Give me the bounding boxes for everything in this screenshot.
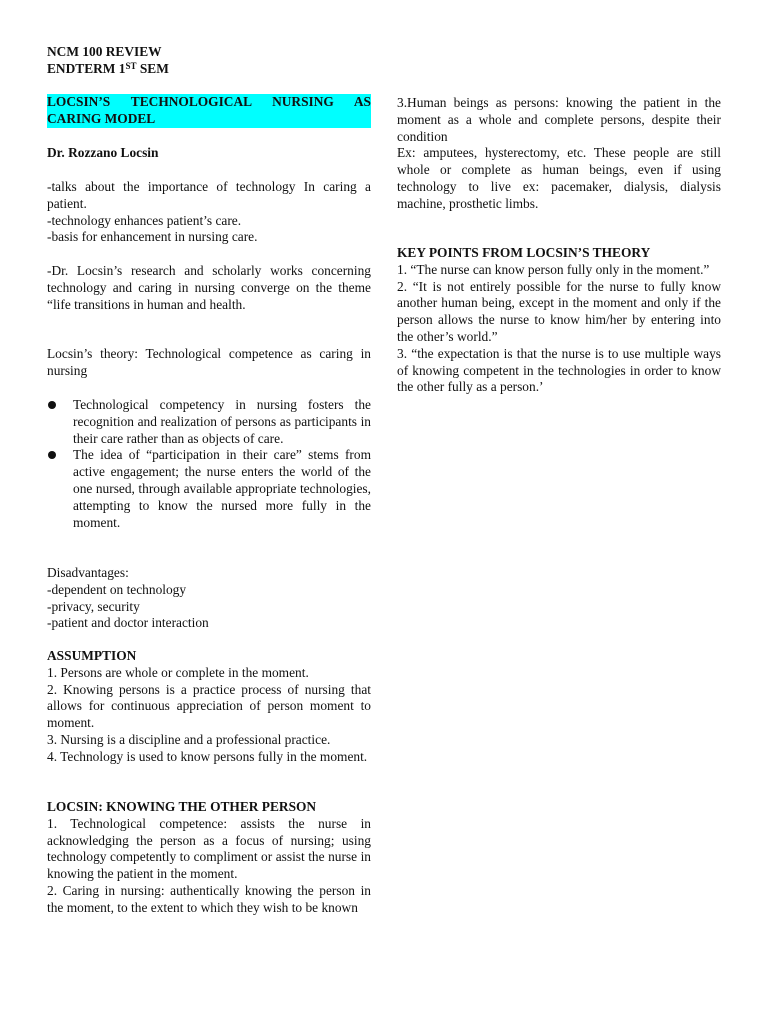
- disadvantages-heading: Disadvantages:: [47, 565, 129, 580]
- example-paragraph: Ex: amputees, hysterectomy, etc. These people are still whole or complete as human beings, even if using technology to live ex: pacemaker, dialysis, dialysis machine, prosthetic limbs.: [397, 145, 721, 211]
- title-block: [47, 94, 371, 128]
- list-item: Technological competency in nursing fosters the recognition and realization of persons as participants in their care rather than as objects of care.: [47, 397, 371, 447]
- document-header: [47, 44, 371, 78]
- section-heading-assumption: ASSUMPTION: [47, 648, 137, 663]
- intro-block: [47, 179, 371, 246]
- intro-line: -technology enhances patient’s care.: [47, 212, 242, 228]
- section-heading-key-points: KEY POINTS FROM LOCSIN’S THEORY: [397, 245, 651, 260]
- bullet-dot-icon: [48, 401, 56, 409]
- list-item: 1. “The nurse can know person fully only in the moment.”: [397, 261, 710, 277]
- intro-line: -basis for enhancement in nursing care.: [47, 229, 258, 245]
- bullet-dot-icon: [48, 451, 56, 459]
- page-title: LOCSIN’S TECHNOLOGICAL NURSING AS CARING MODEL: [47, 94, 371, 126]
- research-paragraph: -Dr. Locsin’s research and scholarly works concerning technology and caring in nursing converge on the theme “life transitions in human and health.: [47, 263, 371, 312]
- knowing-section: [47, 799, 371, 917]
- header-line-1: NCM 100 REVIEW: [47, 44, 162, 59]
- disadvantages-block: [47, 565, 371, 632]
- list-item: The idea of “participation in their care” stems from active engagement; the nurse enters the world of the one nursed, through available appropriate technologies, attempting to know the nursed more fully in the moment.: [47, 447, 371, 531]
- list-item: 2. Knowing persons is a practice process of nursing that allows for continuous appreciation of person moment to moment.: [47, 681, 371, 731]
- list-item: -patient and doctor interaction: [47, 615, 209, 631]
- author-block: [47, 145, 371, 162]
- human-beings-paragraph: 3.Human beings as persons: knowing the patient in the moment as a whole and complete persons, despite their condition Ex: amputees, hysterectomy, etc. These people are still whole or complete as human beings, even if using technology to live ex: pacemaker, dialysis, dialysis machine, prosthetic limbs.: [397, 95, 721, 211]
- header-line-2: ENDTERM 1ST SEM: [47, 60, 169, 76]
- list-item: -dependent on technology: [47, 581, 187, 597]
- list-item: 2. Caring in nursing: authentically knowing the person in the moment, to the extent to which they wish to be known: [47, 882, 371, 915]
- list-item: 2. “It is not entirely possible for the nurse to fully know another human being, except in the moment and only if the person allows the nurse to know him/her by entering into the other’s world.”: [397, 278, 721, 344]
- list-item: 3. “the expectation is that the nurse is to use multiple ways of knowing competent in the technologies in order to know the other fully as a person.’: [397, 345, 721, 395]
- list-item: 4. Technology is used to know persons fully in the moment.: [47, 748, 368, 764]
- theory-paragraph: Locsin’s theory: Technological competence as caring in nursing: [47, 346, 371, 378]
- section-heading-knowing: LOCSIN: KNOWING THE OTHER PERSON: [47, 799, 317, 814]
- intro-line: -talks about the importance of technology In caring a patient.: [47, 179, 371, 211]
- list-item: 3. Nursing is a discipline and a professional practice.: [47, 731, 331, 747]
- author-name: Dr. Rozzano Locsin: [47, 145, 159, 160]
- list-item: -privacy, security: [47, 598, 140, 614]
- key-points-section: [397, 245, 721, 396]
- assumption-section: [47, 648, 371, 766]
- list-item: 1. Technological competence: assists the nurse in acknowledging the person as a focus of nursing; using technology competently to compliment or assist the nurse in knowing the patient in the moment.: [47, 815, 371, 882]
- list-item: 1. Persons are whole or complete in the moment.: [47, 664, 309, 680]
- theory-bullets: [47, 397, 371, 531]
